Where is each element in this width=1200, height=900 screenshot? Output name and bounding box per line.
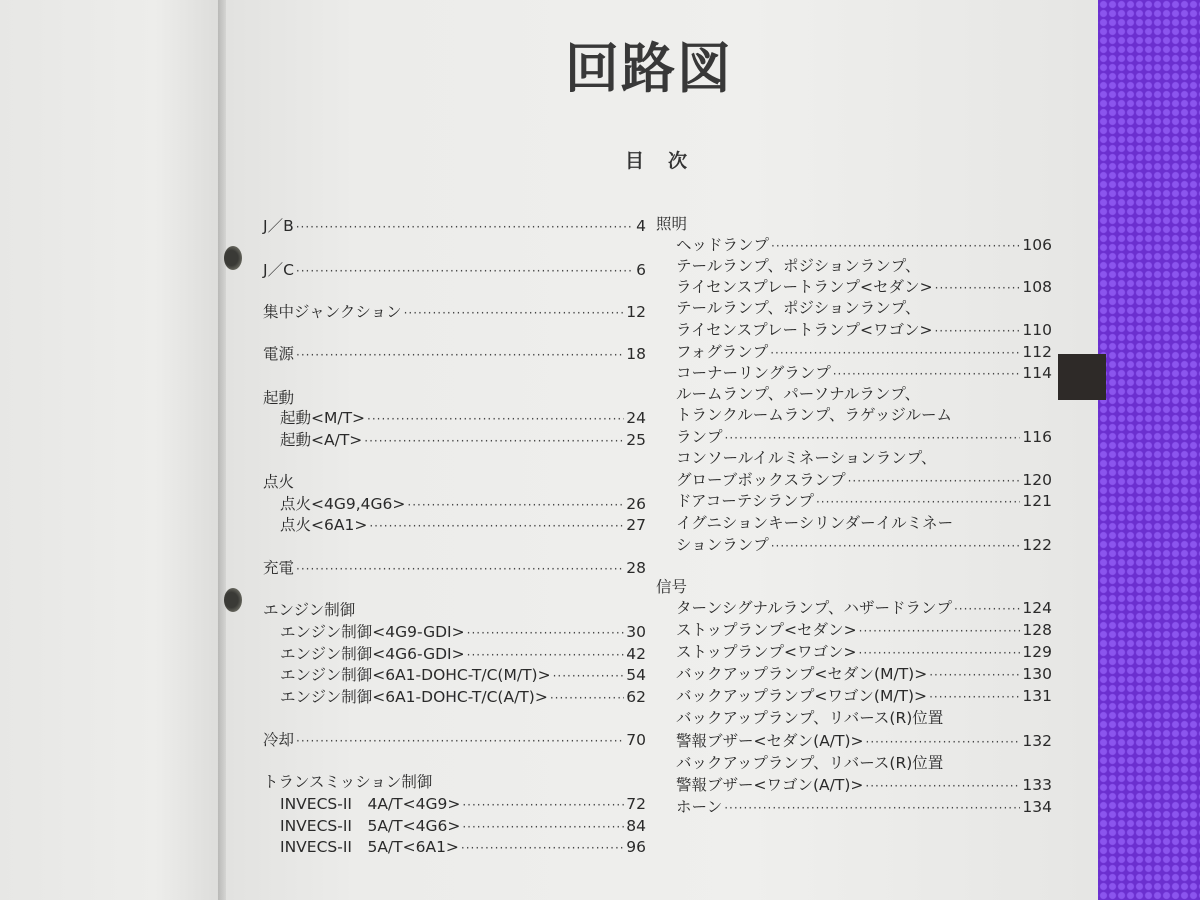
toc-leader-dots xyxy=(296,559,624,579)
toc-page-number: 106 xyxy=(1022,236,1052,254)
toc-entry-label: バックアップランプ<ワゴン(M/T)> xyxy=(676,687,928,705)
toc-entry xyxy=(676,320,1052,341)
toc-entry-label: エンジン制御<4G9-GDI> xyxy=(280,623,465,641)
toc-entry-label: 冷却 xyxy=(263,731,295,749)
toc-entry xyxy=(280,430,646,451)
toc-section-heading: 起動 xyxy=(263,389,295,407)
toc-entry xyxy=(676,235,1052,256)
toc-entry xyxy=(280,622,646,643)
toc-entry-label: 点火<4G9,4G6> xyxy=(280,495,406,513)
toc-entry xyxy=(676,277,1052,298)
toc-leader-dots xyxy=(467,623,625,643)
toc-page-number: 112 xyxy=(1022,343,1052,361)
toc-page-number: 25 xyxy=(626,431,646,449)
toc-entry xyxy=(676,342,1052,363)
toc-page-number: 133 xyxy=(1022,776,1052,794)
toc-leader-dots xyxy=(369,516,624,536)
toc-entry xyxy=(676,598,1052,619)
toc-page-number: 27 xyxy=(626,516,646,534)
toc-entry-label: ホーン xyxy=(676,798,723,816)
toc-leader-dots xyxy=(367,409,624,429)
toc-section-heading: トランクルームランプ、ラゲッジルーム xyxy=(676,406,952,424)
toc-page-number: 96 xyxy=(626,838,646,856)
toc-entry xyxy=(676,535,1052,556)
toc-entry-label: INVECS-II 5A/T<6A1> xyxy=(280,838,459,856)
toc-leader-dots xyxy=(461,838,624,858)
toc-page-number: 132 xyxy=(1022,732,1052,750)
toc-page-number: 114 xyxy=(1022,364,1052,382)
toc-leader-dots xyxy=(770,343,1020,363)
toc-leader-dots xyxy=(462,817,624,837)
toc-entry-label: INVECS-II 5A/T<4G6> xyxy=(280,817,461,835)
toc-entry-label: ドアコーテシランプ xyxy=(676,492,814,510)
toc-entry xyxy=(280,816,646,837)
binder-hole xyxy=(224,246,242,270)
toc-entry xyxy=(676,664,1052,685)
toc-leader-dots xyxy=(771,236,1020,256)
toc-entry-label: エンジン制御<4G6-GDI> xyxy=(280,645,465,663)
toc-entry xyxy=(263,344,646,365)
toc-entry-label: INVECS-II 4A/T<4G9> xyxy=(280,795,461,813)
toc-page-number: 108 xyxy=(1022,278,1052,296)
toc-entry-label: エンジン制御<6A1-DOHC-T/C(A/T)> xyxy=(280,688,548,706)
toc-page-number: 54 xyxy=(626,666,646,684)
toc-page-number: 62 xyxy=(626,688,646,706)
toc-entry xyxy=(263,216,646,237)
toc-entry-label: 集中ジャンクション xyxy=(263,303,402,321)
toc-entry xyxy=(676,620,1052,641)
toc-leader-dots xyxy=(929,665,1020,685)
toc-leader-dots xyxy=(467,645,625,665)
toc-leader-dots xyxy=(296,345,624,365)
toc-leader-dots xyxy=(404,303,625,323)
toc-leader-dots xyxy=(462,795,624,815)
toc-leader-dots xyxy=(934,321,1020,341)
toc-entry-label: エンジン制御<6A1-DOHC-T/C(M/T)> xyxy=(280,666,551,684)
toc-entry-label: ランプ xyxy=(676,428,723,446)
toc-entry xyxy=(676,491,1052,512)
toc-section-heading: エンジン制御 xyxy=(263,601,356,619)
toc-section-heading: テールランプ、ポジションランプ、 xyxy=(676,257,921,275)
toc-entry xyxy=(676,686,1052,707)
toc-page-number: 26 xyxy=(626,495,646,513)
toc-leader-dots xyxy=(550,688,624,708)
toc-page-number: 121 xyxy=(1022,492,1052,510)
toc-entry xyxy=(280,515,646,536)
toc-entry-label: 起動<A/T> xyxy=(280,431,363,449)
toc-entry xyxy=(280,665,646,686)
toc-leader-dots xyxy=(816,492,1020,512)
toc-leader-dots xyxy=(296,731,624,751)
toc-leader-dots xyxy=(833,364,1021,384)
toc-leader-dots xyxy=(771,536,1021,556)
toc-leader-dots xyxy=(364,431,624,451)
toc-leader-dots xyxy=(296,217,634,237)
toc-entry xyxy=(263,730,646,751)
toc-leader-dots xyxy=(859,643,1021,663)
toc-section-heading: イグニションキーシリンダーイルミネー xyxy=(676,514,954,532)
toc-heading: 目次 xyxy=(625,150,712,172)
toc-page-number: 28 xyxy=(626,559,646,577)
toc-entry xyxy=(676,363,1052,384)
toc-page-number: 129 xyxy=(1022,643,1052,661)
toc-entry xyxy=(676,427,1052,448)
toc-page-number: 122 xyxy=(1022,536,1052,554)
toc-leader-dots xyxy=(859,621,1021,641)
toc-leader-dots xyxy=(954,599,1020,619)
toc-page-number: 130 xyxy=(1022,665,1052,683)
toc-entry-label: ストップランプ<セダン> xyxy=(676,621,857,639)
toc-page-number: 18 xyxy=(626,345,646,363)
toc-entry-label: ライセンスプレートランプ<セダン> xyxy=(676,278,933,296)
toc-leader-dots xyxy=(553,666,625,686)
page-title: 回路図 xyxy=(565,37,733,100)
toc-section-heading: テールランプ、ポジションランプ、 xyxy=(676,299,921,317)
toc-entry xyxy=(280,837,646,858)
toc-entry-label: 警報ブザー<セダン(A/T)> xyxy=(676,732,864,750)
toc-page-number: 12 xyxy=(626,303,646,321)
toc-page-number: 6 xyxy=(636,261,646,279)
toc-entry-label: ストップランプ<ワゴン> xyxy=(676,643,857,661)
toc-entry xyxy=(263,302,646,323)
toc-entry xyxy=(676,642,1052,663)
toc-page-number: 116 xyxy=(1022,428,1052,446)
toc-leader-dots xyxy=(296,261,634,281)
toc-section-heading: バックアップランプ、リバース(R)位置 xyxy=(676,709,944,727)
toc-entry-label: コーナーリングランプ xyxy=(676,364,831,382)
toc-leader-dots xyxy=(865,776,1020,796)
toc-section-heading: ルームランプ、パーソナルランプ、 xyxy=(676,385,921,403)
toc-entry-label: ライセンスプレートランプ<ワゴン> xyxy=(676,321,933,339)
toc-entry-label: 充電 xyxy=(263,559,295,577)
toc-page-number: 4 xyxy=(636,217,646,235)
toc-entry-label: ヘッドランプ xyxy=(676,236,770,254)
toc-entry-label: 点火<6A1> xyxy=(280,516,368,534)
toc-section-heading: 信号 xyxy=(656,578,688,596)
toc-page-number: 120 xyxy=(1022,471,1052,489)
toc-entry-label: 起動<M/T> xyxy=(280,409,366,427)
toc-leader-dots xyxy=(407,495,624,515)
toc-page-number: 30 xyxy=(626,623,646,641)
toc-section-heading: 照明 xyxy=(656,215,688,233)
toc-page-number: 124 xyxy=(1022,599,1052,617)
toc-entry-label: グローブボックスランプ xyxy=(676,471,846,489)
background-mesh xyxy=(1090,0,1200,900)
toc-entry xyxy=(263,260,646,281)
toc-entry-label: 電源 xyxy=(263,345,295,363)
toc-section-heading: 点火 xyxy=(263,473,295,491)
toc-entry-label: ターンシグナルランプ、ハザードランプ xyxy=(676,599,952,617)
index-tab xyxy=(1058,354,1106,400)
toc-page-number: 110 xyxy=(1022,321,1052,339)
toc-page-number: 70 xyxy=(626,731,646,749)
toc-entry-label: 警報ブザー<ワゴン(A/T)> xyxy=(676,776,864,794)
toc-leader-dots xyxy=(929,687,1020,707)
toc-entry xyxy=(263,558,646,579)
toc-entry xyxy=(676,731,1052,752)
toc-page-number: 131 xyxy=(1022,687,1052,705)
left-page xyxy=(0,0,222,900)
toc-entry-label: バックアップランプ<セダン(M/T)> xyxy=(676,665,928,683)
toc-section-heading: バックアップランプ、リバース(R)位置 xyxy=(676,754,944,772)
toc-page-number: 128 xyxy=(1022,621,1052,639)
toc-entry xyxy=(280,408,646,429)
toc-leader-dots xyxy=(866,732,1021,752)
toc-entry xyxy=(280,794,646,815)
toc-leader-dots xyxy=(724,798,1020,818)
toc-entry xyxy=(280,687,646,708)
toc-entry-label: フォグランプ xyxy=(676,343,769,361)
toc-section-heading: トランスミッション制御 xyxy=(263,773,433,791)
toc-page-number: 134 xyxy=(1022,798,1052,816)
toc-leader-dots xyxy=(935,278,1021,298)
toc-leader-dots xyxy=(725,428,1021,448)
toc-entry xyxy=(676,775,1052,796)
toc-entry xyxy=(280,644,646,665)
toc-entry xyxy=(280,494,646,515)
toc-entry-label: ションランプ xyxy=(676,536,769,554)
toc-section-heading: コンソールイルミネーションランプ、 xyxy=(676,449,937,467)
toc-page-number: 42 xyxy=(626,645,646,663)
toc-entry-label: J／B xyxy=(263,217,294,235)
toc-leader-dots xyxy=(848,471,1021,491)
binder-hole xyxy=(224,588,242,612)
toc-entry-label: J／C xyxy=(263,261,294,279)
toc-entry xyxy=(676,797,1052,818)
toc-page-number: 84 xyxy=(626,817,646,835)
toc-page-number: 72 xyxy=(626,795,646,813)
toc-page-number: 24 xyxy=(626,409,646,427)
toc-entry xyxy=(676,470,1052,491)
